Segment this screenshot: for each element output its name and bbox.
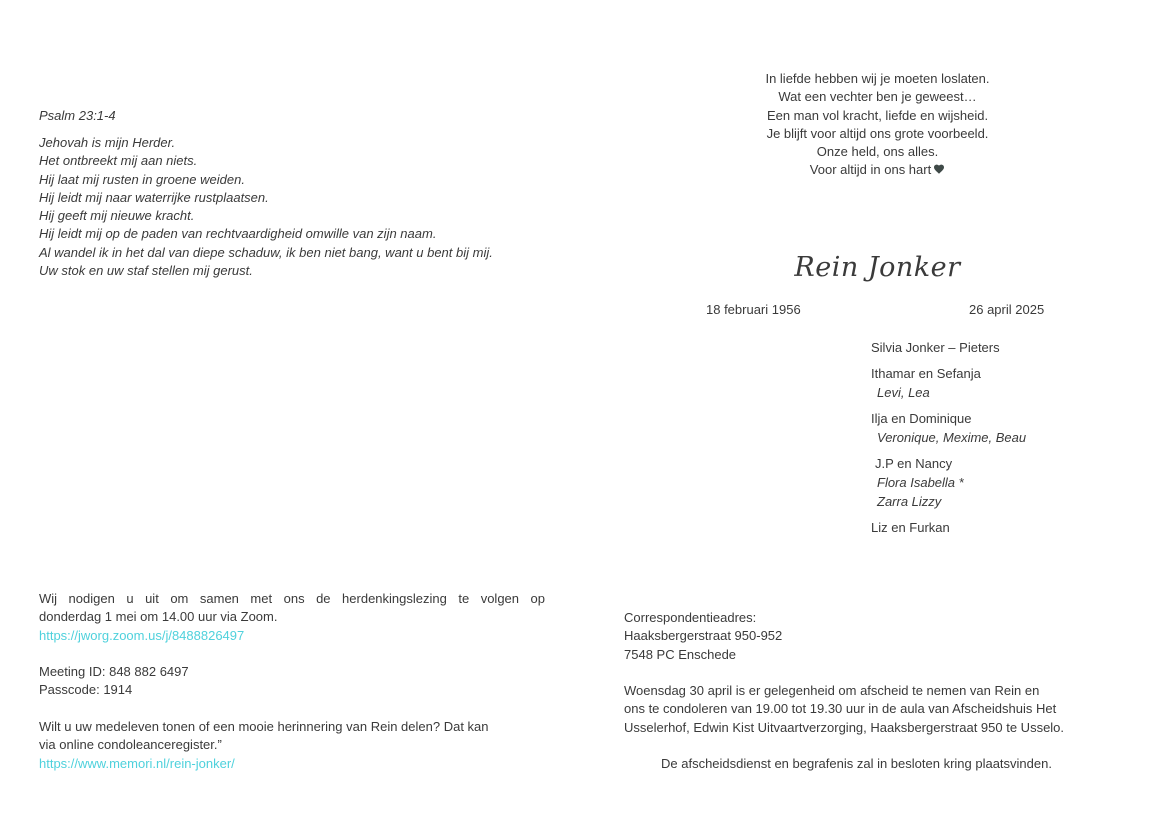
closing-note: De afscheidsdienst en begrafenis zal in besloten kring plaatsvinden.: [661, 756, 1052, 771]
family-group: [871, 410, 1026, 447]
farewell-block: [624, 682, 1119, 737]
family-group-head: J.P en Nancy: [875, 456, 953, 471]
poem-line: Een man vol kracht, liefde en wijsheid.: [766, 107, 989, 123]
farewell-line: Woensdag 30 april is er gelegenheid om afscheid te nemen van Rein en: [624, 683, 1040, 698]
passcode: Passcode: 1914: [39, 682, 133, 698]
correspondence-city: 7548 PC Enschede: [624, 646, 737, 662]
family-group-head: Ithamar en Sefanja: [871, 366, 981, 381]
poem-line: Onze held, ons alles.: [816, 144, 939, 160]
death-date: 26 april 2025: [969, 302, 1045, 317]
family-group: [871, 519, 1026, 537]
psalm-line: Jehovah is mijn Herder.: [39, 135, 176, 150]
psalm-line: Hij leidt mij naar waterrijke rustplaatsen.: [39, 189, 269, 205]
poem-last-line: [700, 161, 1055, 179]
deceased-name: Rein Jonker: [794, 252, 961, 283]
psalm-line: Hij leidt mij op de paden van rechtvaardigheid omwille van zijn naam.: [39, 226, 437, 242]
family-grandchildren: Flora Isabella *: [877, 475, 964, 490]
farewell-line: Usselerhof, Edwin Kist Uitvaartverzorging, Haaksbergerstraat 950 te Usselo.: [624, 719, 1065, 735]
spacer: [39, 645, 545, 663]
family-list: [871, 339, 1026, 545]
psalm-block: [39, 107, 493, 280]
poem-line: Je blijft voor altijd ons grote voorbeeld.: [766, 125, 989, 141]
invitation-text-line: donderdag 1 mei om 14.00 uur via Zoom.: [39, 609, 278, 625]
psalm-reference: Psalm 23:1-4: [39, 108, 116, 123]
family-group: [871, 455, 1026, 511]
poem-line: Voor altijd in ons hart: [809, 162, 932, 178]
zoom-link[interactable]: https://jworg.zoom.us/j/8488826497: [39, 627, 245, 643]
farewell-line: ons te condoleren van 19.00 tot 19.30 uur in de aula van Afscheidshuis Het: [624, 701, 1057, 717]
poem-line: Wat een vechter ben je geweest…: [778, 89, 977, 105]
family-grandchildren: Levi, Lea: [877, 385, 930, 400]
condolence-text-line: via online condoleanceregister.”: [39, 737, 222, 753]
poem-block: [700, 70, 1055, 180]
family-grandchildren: Zarra Lizzy: [877, 494, 942, 509]
heart-icon: [933, 163, 945, 175]
family-group-head: Liz en Furkan: [871, 520, 950, 535]
spacer: [39, 700, 545, 718]
psalm-line: Uw stok en uw staf stellen mij gerust.: [39, 263, 253, 279]
family-spouse: [871, 339, 1026, 357]
birth-date: 18 februari 1956: [706, 302, 801, 317]
psalm-line: Al wandel ik in het dal van diepe schaduw, ik ben niet bang, want u bent bij mij.: [39, 244, 493, 260]
family-group-head: Ilja en Dominique: [871, 411, 972, 426]
correspondence-street: Haaksbergerstraat 950-952: [624, 628, 783, 644]
poem-line: In liefde hebben wij je moeten loslaten.: [765, 71, 990, 86]
psalm-line: Hij laat mij rusten in groene weiden.: [39, 171, 245, 187]
psalm-line: Hij geeft mij nieuwe kracht.: [39, 208, 195, 224]
correspondence-address: [624, 609, 782, 664]
invitation-block: [39, 590, 545, 773]
condolence-text-line: Wilt u uw medeleven tonen of een mooie herinnering van Rein delen? Dat kan: [39, 719, 489, 735]
family-grandchildren: Veronique, Mexime, Beau: [877, 430, 1027, 445]
invitation-text-line: Wij nodigen u uit om samen met ons de herdenkingslezing te volgen op: [39, 591, 545, 606]
meeting-id: Meeting ID: 848 882 6497: [39, 664, 189, 680]
spouse-name: Silvia Jonker – Pieters: [871, 340, 1000, 355]
psalm-line: Het ontbreekt mij aan niets.: [39, 153, 198, 169]
correspondence-label: Correspondentieadres:: [624, 610, 757, 625]
condolence-register-link[interactable]: https://www.memori.nl/rein-jonker/: [39, 755, 235, 771]
family-group: [871, 365, 1026, 402]
